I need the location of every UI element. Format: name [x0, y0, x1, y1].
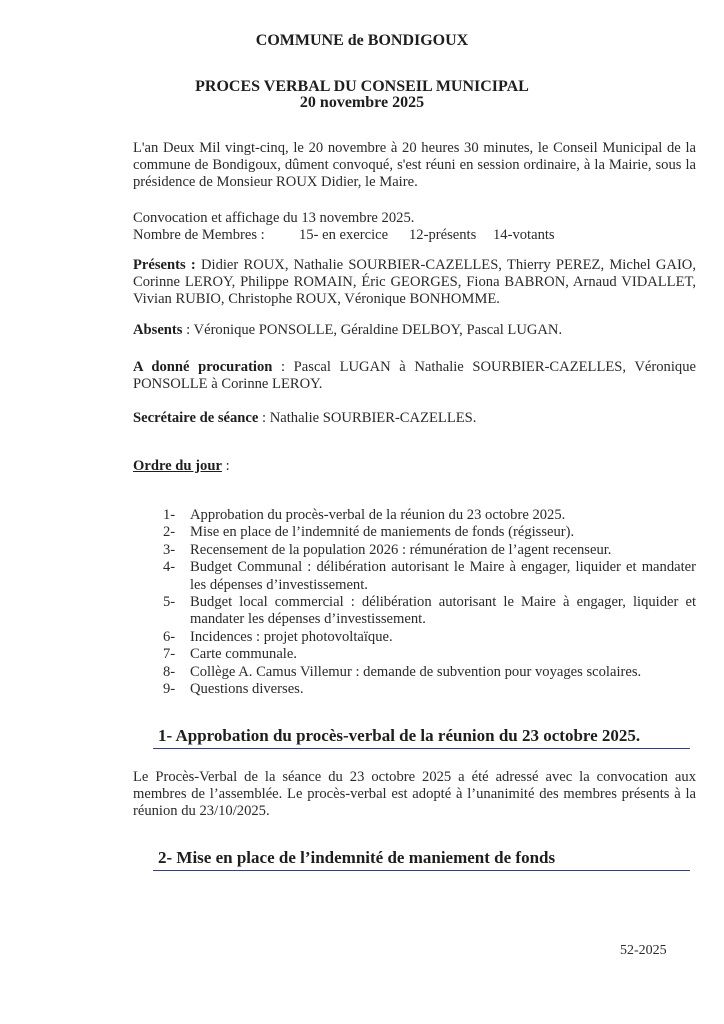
agenda-text: Questions diverses.: [190, 681, 304, 698]
absents-paragraph: [133, 322, 696, 339]
agenda-text: Mise en place de l’indemnité de maniements de fonds (régisseur).: [190, 524, 575, 541]
agenda-number: 1-: [163, 507, 176, 523]
agenda-text: Recensement de la population 2026 : rémunération de l’agent recenseur.: [190, 541, 612, 558]
agenda-number: 8-: [163, 663, 176, 680]
agenda-item: [163, 524, 696, 541]
absents-text: : Véronique PONSOLLE, Géraldine DELBOY, Pascal LUGAN.: [182, 322, 563, 338]
agenda-text: Collège A. Camus Villemur : demande de subvention pour voyages scolaires.: [190, 663, 642, 680]
presents-text: Didier ROUX, Nathalie SOURBIER-CAZELLES, Thierry PEREZ, Michel GAIO, Corinne LEROY, Philippe ROMAIN, Éric GEORGES, Fiona BABRON, Arnaud VIDALLET, Vivian RUBIO, Christophe ROUX, Véronique BONHOMME.: [133, 257, 696, 307]
agenda-number: 4-: [163, 559, 176, 576]
commune-title: COMMUNE de BONDIGOUX: [255, 32, 469, 49]
ordre-du-jour-heading: [133, 458, 696, 475]
agenda-list: [163, 507, 696, 698]
agenda-number: 7-: [163, 646, 176, 663]
agenda-number: 5-: [163, 594, 176, 611]
section1-paragraph: Le Procès-Verbal de la séance du 23 octobre 2025 a été adressé avec la convocation aux membres de l’assemblée. Le procès-verbal est adopté à l’unanimité des membres présents à la réunion du 23/10/2025.: [133, 769, 696, 819]
procuration-label: A donné procuration: [133, 359, 273, 375]
convocation-line: Convocation et affichage du 13 novembre 2025.: [133, 210, 415, 226]
agenda-item: [163, 559, 696, 594]
page-number: 52-2025: [620, 943, 667, 958]
ordre-suffix: :: [221, 458, 230, 474]
presents-paragraph: [133, 257, 696, 308]
agenda-number: 2-: [163, 524, 176, 541]
agenda-item: [163, 629, 696, 646]
membres-presents: 12-présents: [409, 227, 477, 243]
membres-exercice: 15- en exercice: [299, 227, 389, 243]
agenda-item: [163, 664, 696, 681]
agenda-item: [163, 594, 696, 629]
ordre-label: Ordre du jour: [133, 458, 222, 474]
secretaire-label: Secrétaire de séance: [133, 410, 259, 426]
agenda-text: Incidences : projet photovoltaïque.: [190, 628, 393, 645]
membres-label: Nombre de Membres :: [133, 227, 265, 243]
membres-line: [133, 227, 696, 244]
procuration-text: : Pascal LUGAN à Nathalie SOURBIER-CAZELLES, Véronique PONSOLLE à Corinne LEROY.: [133, 359, 696, 392]
absents-label: Absents: [133, 322, 183, 338]
document-title: PROCES VERBAL DU CONSEIL MUNICIPAL: [195, 78, 529, 95]
agenda-text: Budget local commercial : délibération autorisant le Maire à engager, liquider et mandater les dépenses d’investissement.: [190, 594, 696, 628]
agenda-item: [163, 507, 696, 524]
agenda-number: 9-: [163, 681, 176, 698]
agenda-number: 3-: [163, 541, 176, 558]
intro-paragraph: L'an Deux Mil vingt-cinq, le 20 novembre à 20 heures 30 minutes, le Conseil Municipal de la commune de Bondigoux, dûment convoqué, s'est réuni en session ordinaire, à la Mairie, sous la présidence de Monsieur ROUX Didier, le Maire.: [133, 140, 696, 190]
secretaire-paragraph: [133, 410, 696, 427]
document-date: 20 novembre 2025: [299, 94, 425, 111]
secretaire-text: : Nathalie SOURBIER-CAZELLES.: [258, 410, 477, 426]
section1-heading: 1- Approbation du procès-verbal de la réunion du 23 octobre 2025.: [153, 726, 690, 749]
agenda-text: Carte communale.: [190, 646, 297, 663]
procuration-paragraph: [133, 359, 696, 393]
section2-heading: 2- Mise en place de l’indemnité de maniement de fonds: [153, 848, 690, 871]
agenda-text: Budget Communal : délibération autorisant le Maire à engager, liquider et mandater les dépenses d’investissement.: [190, 559, 696, 593]
agenda-item: [163, 681, 696, 698]
membres-votants: 14-votants: [493, 227, 555, 243]
agenda-item: [163, 542, 696, 559]
presents-label: Présents :: [133, 257, 196, 273]
agenda-text: Approbation du procès-verbal de la réunion du 23 octobre 2025.: [190, 507, 566, 523]
agenda-number: 6-: [163, 628, 176, 645]
agenda-item: [163, 646, 696, 663]
